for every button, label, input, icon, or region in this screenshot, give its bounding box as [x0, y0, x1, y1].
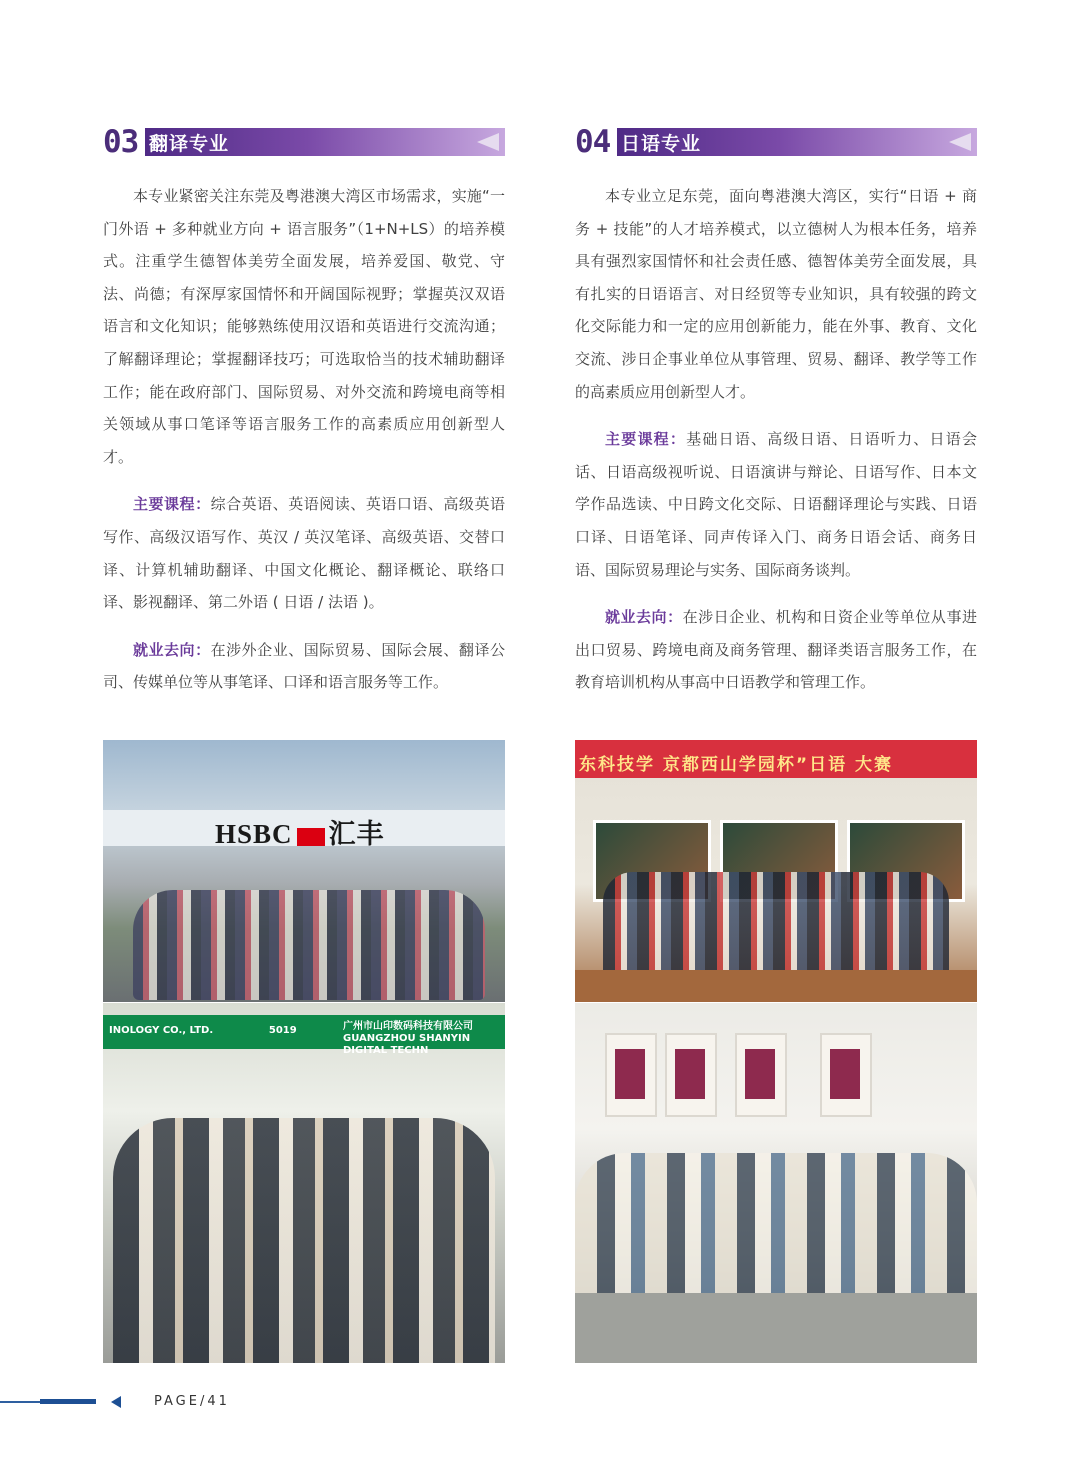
section-number: 03 — [103, 124, 139, 160]
photo-certificates — [575, 1003, 977, 1363]
section-translation — [103, 126, 505, 714]
photo-crowd — [133, 890, 485, 1000]
section-body — [103, 180, 505, 699]
arrow-left-icon — [111, 1396, 121, 1408]
career-label: 就业去向： — [605, 608, 683, 627]
photo-speech-contest — [575, 740, 977, 1002]
section-body — [575, 180, 977, 699]
photo-sign-text: HSBC 汇丰 — [215, 819, 385, 849]
career-label: 就业去向： — [133, 640, 211, 659]
photo-poster — [665, 1033, 717, 1117]
section-title-bar — [617, 128, 977, 156]
courses-text: 综合英语、英语阅读、英语口语、高级英语写作、高级汉语写作、英汉 / 英汉笔译、高级英语、交替口译、计算机辅助翻译、中国文化概论、翻译概论、联络口译、影视翻译、第二外语 ( 日语 / 法语 )。 — [103, 495, 505, 612]
photo-hsbc-group — [103, 740, 505, 1002]
photo-poster — [605, 1033, 657, 1117]
arrow-left-icon — [477, 133, 499, 151]
photo-poster — [735, 1033, 787, 1117]
career-text: 在涉外企业、国际贸易、国际会展、翻译公司、传媒单位等从事笔译、口译和语言服务等工作。 — [103, 640, 505, 692]
career-paragraph — [103, 634, 505, 699]
courses-label: 主要课程： — [605, 430, 687, 449]
career-text: 在涉日企业、机构和日资企业等单位从事进出口贸易、跨境电商及商务管理、翻译类语言服务工作，在教育培训机构从事高中日语教学和管理工作。 — [575, 608, 977, 692]
section-header — [575, 126, 977, 158]
photo-poster — [820, 1033, 872, 1117]
photo-people — [113, 1118, 495, 1363]
section-title: 日语专业 — [621, 132, 702, 155]
section-japanese — [575, 126, 977, 714]
courses-paragraph — [575, 423, 977, 586]
photo-floor — [575, 970, 977, 1002]
courses-text: 基础日语、高级日语、日语听力、日语会话、日语高级视听说、日语演讲与辩论、日语写作、日本文学作品选读、中日跨文化交际、日语翻译理论与实践、日语口译、日语笔译、同声传译入门、商务日语会话、商务日语、国际贸易理论与实务、国际商务谈判。 — [575, 430, 977, 579]
intro-paragraph: 本专业紧密关注东莞及粤港澳大湾区市场需求，实施“一门外语 + 多种就业方向 + 语言服务”（1+N+LS）的培养模式。注重学生德智体美劳全面发展，培养爱国、敬党、守法、尚德；有深厚家国情怀和开阔国际视野；掌握英汉双语语言和文化知识；能够熟练使用汉语和英语进行交流沟通；了解翻译理论；掌握翻译技巧；可选取恰当的技术辅助翻译工作；能在政府部门、国际贸易、对外交流和跨境电商等相关领域从事口笔译等语言服务工作的高素质应用创新型人才。 — [103, 187, 505, 466]
courses-label: 主要课程： — [133, 495, 211, 514]
section-title-bar — [145, 128, 505, 156]
arrow-left-icon — [949, 133, 971, 151]
footer-rule-accent — [40, 1399, 96, 1404]
courses-paragraph — [103, 488, 505, 618]
photo-expo-booth — [103, 1003, 505, 1363]
page-number: PAGE/41 — [154, 1394, 230, 1409]
hsbc-hexagon-icon — [297, 828, 325, 846]
page-footer — [0, 1392, 400, 1412]
photo-table — [575, 1293, 977, 1363]
section-number: 04 — [575, 124, 611, 160]
section-header — [103, 126, 505, 158]
photo-expo-company: 广州市山印数码科技有限公司 GUANGZHOU SHANYIN DIGITAL TECHN — [343, 1021, 473, 1056]
career-paragraph — [575, 601, 977, 699]
photo-people — [575, 1153, 977, 1303]
photo-expo-left-text: INOLOGY CO., LTD. 5019 — [109, 1025, 297, 1036]
photo-contest-banner-text: 东科技学 京都西山学园杯”日语 大赛 — [579, 755, 894, 775]
section-title: 翻译专业 — [149, 132, 230, 155]
intro-paragraph: 本专业立足东莞，面向粤港澳大湾区，实行“日语 + 商务 + 技能”的人才培养模式，以立德树人为根本任务，培养具有强烈家国情怀和社会责任感、德智体美劳全面发展，具有扎实的日语语言、对日经贸等专业知识，具有较强的跨文化交际能力和一定的应用创新能力，能在外事、教育、文化交流、涉日企事业单位从事管理、贸易、翻译、教学等工作的高素质应用创新型人才。 — [575, 187, 977, 401]
